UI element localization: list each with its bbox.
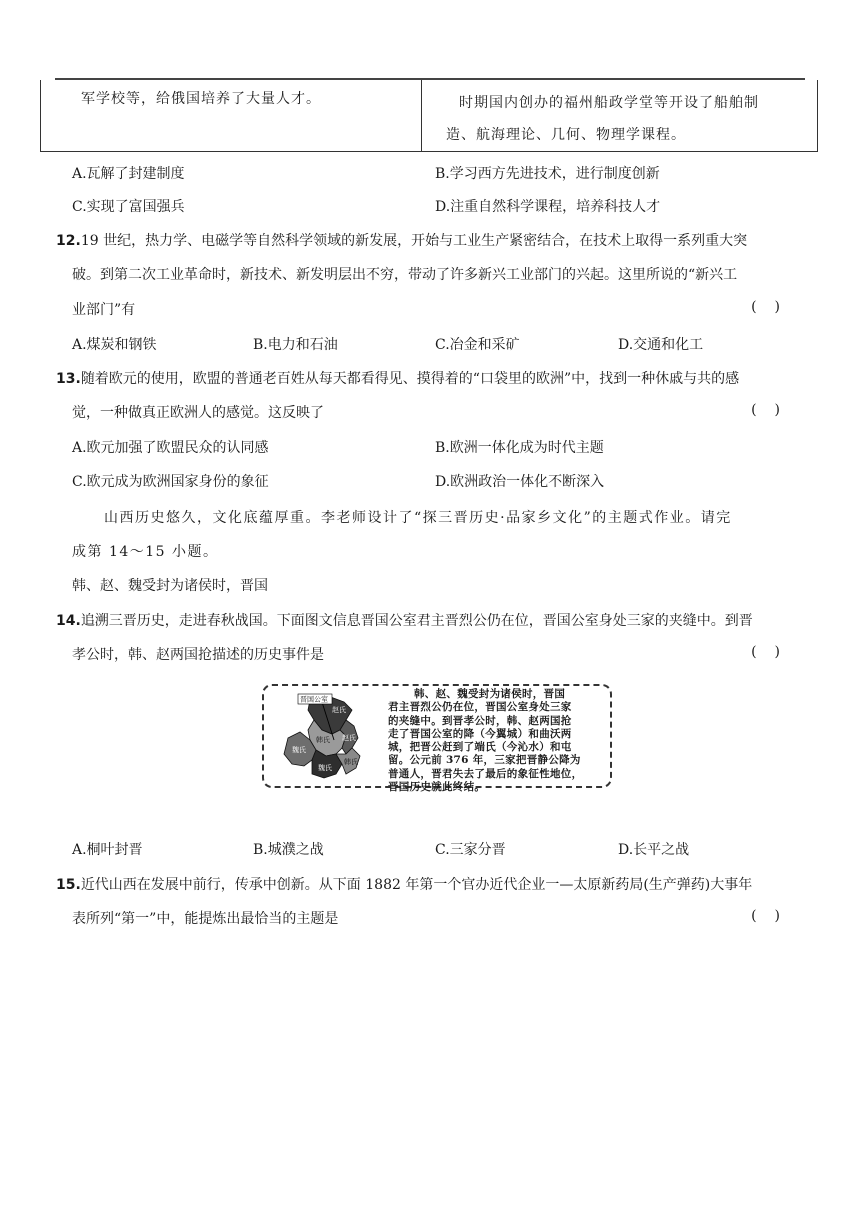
q11-option-d: D.注重自然科学课程，培养科技人才 (435, 199, 661, 215)
q13-text1: 随着欧元的使用，欧盟的普通老百姓从每天都看得见、摸得着的“口袋里的欧洲”中，找到一种休戚与共的感 (80, 371, 740, 387)
q13-answer-paren: () (751, 402, 798, 418)
table-divider (421, 80, 422, 151)
figure-text-line: 韩、赵、魏受封为诸侯时，晋国 (414, 688, 566, 700)
map-label-wei-2: 魏氏 (318, 764, 332, 772)
q13-line1 (56, 368, 739, 388)
table-right-cell-line2: 造、航海理论、几何、物理学课程。 (446, 127, 686, 143)
q12-number: 12. (56, 233, 81, 249)
figure-text-line: 普通人，晋君失去了最后的象征性地位， (388, 767, 583, 780)
comparison-table (40, 80, 818, 152)
q11-option-a: A.瓦解了封建制度 (72, 166, 185, 182)
jin-map-image (270, 690, 392, 784)
intro-line2: 成第 14～15 小题。 (72, 544, 219, 560)
q15-number: 15. (56, 877, 81, 893)
map-label-wei-1: 魏氏 (292, 746, 306, 754)
q13-option-a: A.欧元加强了欧盟民众的认同感 (72, 440, 269, 456)
q14-text1: 追溯三晋历史，走进春秋战国。下面图文信息晋国公室君主晋烈公仍在位，晋国公室身处三家的夹缝中。到晋 (80, 613, 753, 629)
q15-answer-paren: () (751, 908, 798, 924)
table-right-cell-line1: 时期国内创办的福州船政学堂等开设了船舶制 (459, 95, 759, 111)
q15-line1 (56, 874, 752, 894)
q12-option-d: D.交通和化工 (618, 337, 704, 353)
q11-option-b: B.学习西方先进技术，进行制度创新 (435, 166, 660, 182)
q15-text1: 近代山西在发展中前行，传承中创新。从下面 1882 年第一个官办近代企业一—太原新药局(生产弹药)大事年 (80, 877, 753, 893)
intro-line3: 韩、赵、魏受封为诸侯时，晋国 (72, 578, 268, 594)
table-left-cell: 军学校等，给俄国培养了大量人才。 (81, 91, 321, 107)
figure-caption-text (388, 688, 608, 794)
figure-text-line: 留。公元前 376 年，三家把晋静公降为 (388, 754, 581, 767)
intro-line1: 山西历史悠久，文化底蕴厚重。李老师设计了“探三晋历史·品家乡文化”的主题式作业。请完 (104, 510, 732, 526)
q12-line1 (56, 230, 747, 250)
q13-number: 13. (56, 371, 81, 387)
figure-text-line: 君主晋烈公仍在位，晋国公室身处三家 (388, 701, 572, 714)
q14-option-b: B.城濮之战 (253, 842, 324, 858)
q13-line2: 觉，一种做真正欧洲人的感觉。这反映了 (72, 405, 324, 421)
q12-line2: 破。到第二次工业革命时，新技术、新发明层出不穷，带动了许多新兴工业部门的兴起。这里所说的“新兴工 (72, 267, 738, 283)
q11-option-c: C.实现了富国强兵 (72, 199, 185, 215)
q12-option-c: C.冶金和采矿 (435, 337, 520, 353)
map-label-zhao-2: 赵氏 (342, 734, 356, 742)
figure-text-line: 的夹缝中。到晋孝公时，韩、赵两国抢 (388, 714, 572, 727)
figure-text-line: 晋国历史就此终结。 (388, 781, 486, 794)
q14-option-d: D.长平之战 (618, 842, 690, 858)
q14-answer-paren: () (751, 644, 798, 660)
q14-option-c: C.三家分晋 (435, 842, 506, 858)
q12-option-a: A.煤炭和钢铁 (72, 337, 157, 353)
q15-line2: 表所列“第一”中，能提炼出最恰当的主题是 (72, 911, 339, 927)
map-label-han-2: 韩氏 (344, 758, 358, 766)
q12-line3: 业部门”有 (72, 302, 136, 318)
q12-answer-paren: () (751, 299, 798, 315)
q12-text1: 19 世纪，热力学、电磁学等自然科学领域的新发展，开始与工业生产紧密结合，在技术上取得一系列重大突 (80, 233, 748, 249)
q13-option-c: C.欧元成为欧洲国家身份的象征 (72, 474, 269, 490)
q13-option-b: B.欧洲一体化成为时代主题 (435, 440, 604, 456)
q13-option-d: D.欧洲政治一体化不断深入 (435, 474, 605, 490)
q14-line1 (56, 610, 753, 630)
map-label-zhao-1: 赵氏 (332, 706, 346, 714)
q14-number: 14. (56, 613, 81, 629)
map-label-han-1: 韩氏 (316, 736, 330, 744)
figure-text-line: 城，把晋公赶到了端氏（今沁水）和屯 (388, 741, 572, 754)
q14-line2: 孝公时，韩、赵两国抢描述的历史事件是 (72, 647, 324, 663)
figure-text-line: 走了晋国公室的降（今翼城）和曲沃两 (388, 727, 572, 740)
q14-figure (262, 684, 612, 794)
q12-option-b: B.电力和石油 (253, 337, 338, 353)
map-label-jin: 晋国公室 (300, 695, 328, 704)
q14-option-a: A.桐叶封晋 (72, 842, 143, 858)
